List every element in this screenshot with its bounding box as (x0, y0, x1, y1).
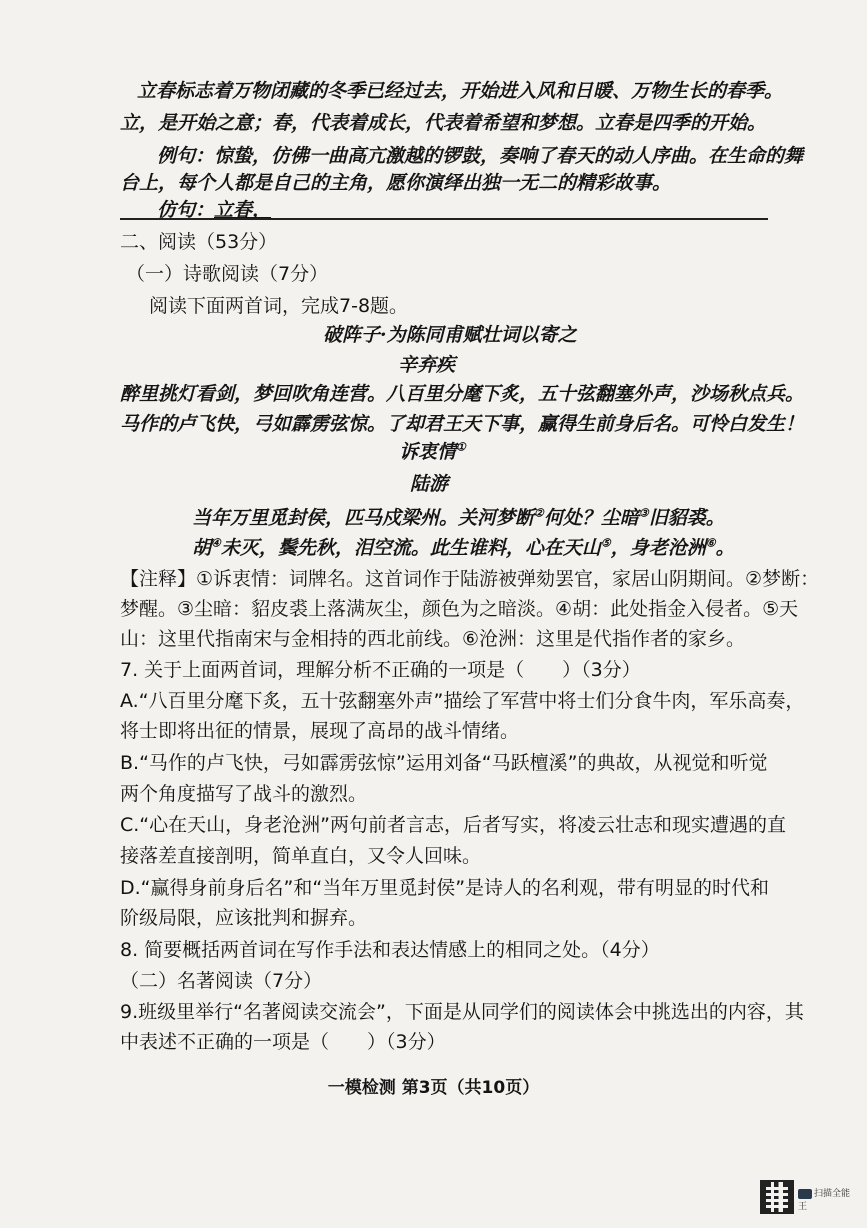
poem1-title: 破阵子·为陈同甫赋壮词以寄之 (323, 324, 577, 346)
page-footer: 一模检测 第3页（共10页） (327, 1078, 540, 1098)
poem2-author: 陆游 (410, 473, 449, 495)
example-line-1: 例句：惊蛰，仿佛一曲高亢激越的锣鼓，奏响了春天的动人序曲。在生命的舞 (157, 145, 804, 167)
poem2-text: 未灭，鬓先秋，泪空流。此生谁料，心在天山 (220, 537, 601, 559)
imitate-answer: 立春， (214, 199, 272, 221)
q7-option-d-2: 阶级局限，应该批判和摒弃。 (120, 907, 368, 929)
intro-line-2: 立，是开始之意；春，代表着成长，代表着希望和梦想。立春是四季的开始。 (120, 112, 767, 134)
intro-line-1: 立春标志着万物闭藏的冬季已经过去，开始进入风和日暖、万物生长的春季。 (137, 80, 784, 102)
q7-option-a-1: A.“八百里分麾下炙，五十弦翻塞外声”描绘了军营中将士们分食牛肉，军乐高奏， (120, 690, 805, 712)
poem1-line-2: 马作的卢飞快，弓如霹雳弦惊。了却君王天下事，赢得生前身后名。可怜白发生！ (120, 413, 805, 435)
scanner-logo-icon (798, 1189, 812, 1199)
poem2-text: 何处？尘暗 (543, 507, 639, 529)
poem1-author: 辛弃疾 (398, 354, 456, 376)
instruction: 阅读下面两首词，完成7-8题。 (149, 295, 409, 317)
note-marker: ① (456, 440, 466, 454)
subsection-classics: （二）名著阅读（7分） (120, 970, 323, 992)
poem2-text: 。 (715, 537, 735, 559)
notes-line-3: 山：这里代指南宋与金相持的西北前线。⑥沧洲：这里是代指作者的家乡。 (120, 628, 746, 650)
imitate-label: 仿句： (157, 199, 215, 221)
question-7-stem: 7. 关于上面两首词，理解分析不正确的一项是（ ）（3分） (120, 659, 641, 681)
example-line-2: 台上，每个人都是自己的主角，愿你演绎出独一无二的精彩故事。 (120, 172, 672, 194)
note-marker: ② (534, 506, 544, 520)
q7-option-a-2: 将士即将出征的情景，展现了高昂的战斗情绪。 (120, 720, 520, 742)
poem2-text: 当年万里觅封侯，匹马戍梁州。关河梦断 (192, 507, 535, 529)
watermark-text: 扫描全能王 (798, 1189, 851, 1212)
poem2-title (399, 439, 466, 465)
scanner-watermark (798, 1186, 858, 1210)
q7-option-b-2: 两个角度描写了战斗的激烈。 (120, 783, 368, 805)
q7-option-c-1: C.“心在天山，身老沧洲”两句前者言志，后者写实，将凌云壮志和现实遭遇的直 (120, 814, 786, 836)
q7-option-c-2: 接落差直接剖明，简单直白，又令人回味。 (120, 845, 482, 867)
question-9-line-1: 9.班级里举行“名著阅读交流会”，下面是从同学们的阅读体会中挑选出的内容，其 (120, 1001, 804, 1023)
poem1-line-1: 醉里挑灯看剑，梦回吹角连营。八百里分麾下炙，五十弦翻塞外声，沙场秋点兵。 (120, 383, 805, 405)
notes-line-2: 梦醒。③尘暗：貂皮裘上落满灰尘，颜色为之暗淡。④胡：此处指金入侵者。⑤天 (120, 598, 799, 620)
note-marker: ④ (211, 536, 221, 550)
note-marker: ⑥ (705, 536, 716, 550)
notes-line-1: 【注释】①诉衷情：词牌名。这首词作于陆游被弹劾罢官，家居山阴期间。②梦断： (120, 568, 820, 590)
section-title: 二、阅读（53分） (120, 231, 278, 253)
note-marker: ⑤ (600, 536, 611, 550)
poem2-line-1 (192, 505, 725, 531)
poem2-line-2 (192, 535, 735, 561)
poem2-text: ，身老沧洲 (610, 537, 706, 559)
question-8: 8. 简要概括两首词在写作手法和表达情感上的相同之处。（4分） (120, 939, 660, 961)
qr-code-icon (760, 1180, 794, 1214)
q7-option-b-1: B.“马作的卢飞快，弓如霹雳弦惊”运用刘备“马跃檀溪”的典故，从视觉和听觉 (120, 752, 768, 774)
note-marker: ③ (638, 506, 649, 520)
poem2-title-text: 诉衷情 (399, 441, 457, 463)
answer-rule (120, 218, 768, 220)
poem2-text: 胡 (192, 537, 212, 559)
subsection-poetry: （一）诗歌阅读（7分） (126, 263, 329, 285)
poem2-text: 旧貂裘。 (648, 507, 725, 529)
question-9-line-2: 中表述不正确的一项是（ ）（3分） (120, 1031, 446, 1053)
q7-option-d-1: D.“赢得身前身后名”和“当年万里觅封侯”是诗人的名利观，带有明显的时代和 (120, 877, 770, 899)
